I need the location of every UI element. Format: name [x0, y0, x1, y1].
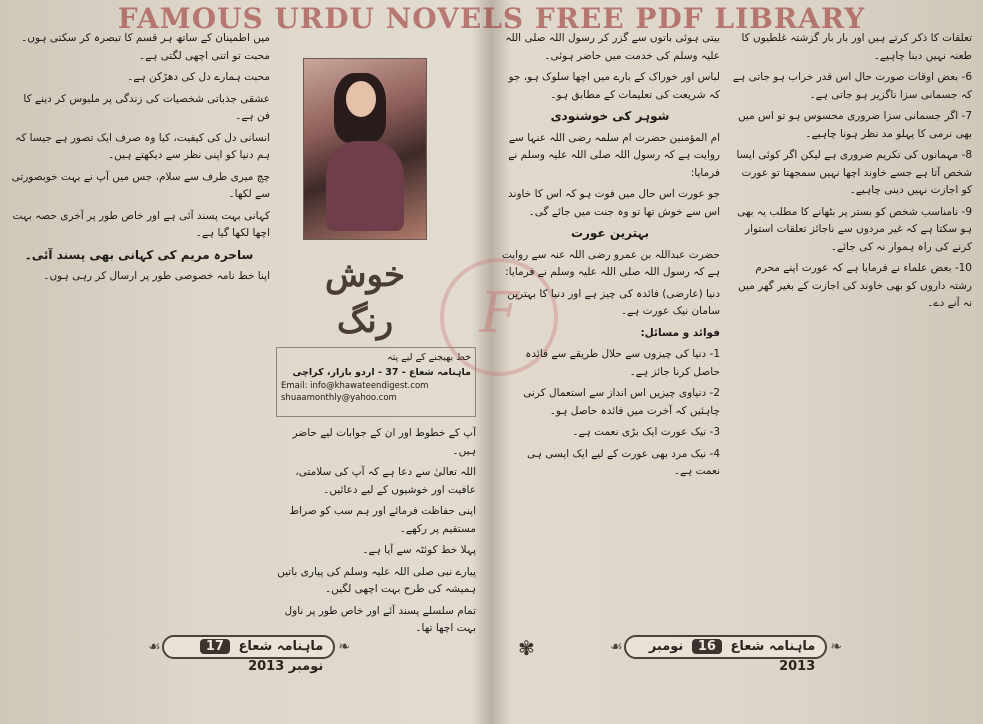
right-col-right: [732, 30, 972, 640]
left-col-right: [8, 30, 270, 630]
left-col-mid: [276, 425, 476, 635]
paragraph: پہلا خط کوئٹہ سے آیا ہے۔: [362, 544, 476, 556]
section-calligraphy: [306, 252, 424, 341]
footer-year: 2013: [248, 659, 285, 674]
paragraph: بیتی ہوئی باتوں سے گزر کر رسول اللہ صلی اللہ علیہ وسلم کی خدمت میں حاضر ہوئی۔: [505, 32, 720, 62]
address-email2: shuaamonthly@yahoo.com: [281, 393, 397, 403]
paragraph: میں اطمینان کے ساتھ ہر قسم کا تبصرہ کر سکتی ہوں۔ محبت تو اتنی اچھی لگتی ہے۔: [21, 32, 270, 62]
address-box: [276, 347, 476, 417]
footer-frame: [162, 635, 336, 674]
left-page: [8, 30, 478, 674]
paragraph: اپنا خط نامہ خصوصی طور پر ارسال کر رہی ہوں۔: [43, 270, 270, 282]
watermark: FAMOUS URDU NOVELS FREE PDF LIBRARY: [117, 2, 866, 35]
flourish-icon: ☙: [148, 639, 159, 655]
list-item: 1- دنیا کی چیزوں سے حلال طریقے سے فائدہ حاصل کرنا جائز ہے۔: [525, 348, 720, 378]
photo-face: [346, 81, 376, 117]
right-footer: [610, 634, 840, 674]
right-page: [500, 30, 975, 674]
footer-frame: [624, 635, 828, 674]
section-title: خوش رنگ: [324, 255, 406, 341]
cover-photo: [303, 58, 427, 240]
paragraph: تعلقات کا ذکر کرتے ہیں اور بار بار گزشتہ غلطیوں کا طعنہ نہیں دینا چاہیے۔: [741, 32, 972, 62]
page-number: 17: [200, 639, 230, 654]
flourish-icon: ☙: [610, 639, 621, 655]
paragraph: اپنی حفاظت فرمائے اور ہم سب کو صراط مستقیم پر رکھے۔: [289, 505, 476, 535]
paragraph: دنیا (عارضی) فائدہ کی چیز ہے اور دنیا کا بہترین سامان نیک عورت ہے۔: [507, 287, 720, 317]
paragraph: عشقی جذباتی شخصیات کی زندگی پر ملبوس کر دینے کا فن ہے۔: [23, 92, 270, 122]
right-col-mid: [500, 30, 720, 640]
section-heading: شوہر کی خوشنودی: [550, 109, 670, 123]
footer-month: نومبر: [648, 639, 684, 654]
paragraph: حضرت عبداللہ بن عمرو رضی اللہ عنہ سے روایت ہے کہ رسول اللہ صلی اللہ علیہ وسلم نے فرمایا:: [501, 248, 720, 278]
page-number: 16: [692, 639, 722, 654]
footer-year: 2013: [779, 659, 816, 674]
list-item: 10- بعض علماء نے فرمایا ہے کہ عورت اپنے محرم رشتہ داروں کو بھی خاوند کی اجازت کے بغیر گھر میں نہ آنے دے۔: [738, 262, 972, 309]
paragraph: لباس اور خوراک کے بارے میں اچھا سلوک ہو، جو کہ شریعت کی تعلیمات کے مطابق ہو۔: [508, 71, 720, 101]
list-item: 2- دنیاوی چیزیں اس انداز سے استعمال کرنی چاہئیں کہ آخرت میں فائدہ حاصل ہو۔: [523, 387, 720, 417]
ornament-icon: ✾: [518, 636, 535, 660]
list-item: 6- بعض اوقات صورت حال اس قدر خراب ہو جاتی ہے کہ جسمانی سزا ناگزیر ہو جاتی ہے۔: [732, 71, 972, 101]
paragraph: آپ کے خطوط اور ان کے جوابات لیے حاضر ہیں۔: [292, 427, 476, 457]
paragraph: تمام سلسلے پسند آئے اور خاص طور پر ناول بہت اچھا تھا۔: [284, 604, 476, 634]
paragraph: فوائد و مسائل:: [640, 326, 720, 339]
paragraph: اللہ تعالیٰ سے دعا ہے کہ آپ کی سلامتی، عافیت اور خوشیوں کے لیے دعائیں۔: [295, 466, 476, 496]
paragraph: چچ میری طرف سے سلام، جس میں آپ نے بہت خوبصورتی سے لکھا۔: [11, 170, 270, 200]
watermark-logo: F: [440, 258, 558, 376]
footer-magazine: ماہنامہ شعاع: [238, 639, 324, 654]
left-footer: [148, 634, 348, 674]
footer-month: نومبر: [288, 659, 324, 674]
paragraph: انسانی دل کی کیفیت، کیا وہ صرف ایک تصور ہے جیسا کہ ہم دنیا کو اپنی نظر سے دیکھتے ہیں۔: [15, 131, 270, 161]
address-email1: Email: info@khawateendigest.com: [281, 381, 429, 391]
address-line2: ماہنامہ شعاع - 37 - اردو بازار، کراچی: [292, 367, 471, 378]
list-item: 3- نیک عورت ایک بڑی نعمت ہے۔: [572, 426, 720, 438]
paragraph: کہانی بہت پسند آئی ہے اور خاص طور پر آخری حصہ بہت اچھا لکھا گیا ہے۔: [12, 209, 270, 239]
paragraph: پیارے نبی صلی اللہ علیہ وسلم کی پیاری باتیں ہمیشہ کی طرح بہت اچھی لگیں۔: [277, 565, 476, 595]
list-item: 9- نامناسب شخص کو بستر پر بٹھانے کا مطلب یہ بھی ہو سکتا ہے کہ غیر مردوں سے ناجائز تعلقات استوار کرنے کی راہ ہموار نہ کی جائے۔: [737, 205, 972, 253]
flourish-icon: ❧: [830, 639, 840, 655]
section-heading: بہترین عورت: [570, 226, 650, 240]
address-line1: خط بھیجنے کے لیے پتہ: [387, 352, 471, 363]
paragraph: جو عورت اس حال میں فوت ہو کہ اس کا خاوند اس سے خوش تھا تو وہ جنت میں جائے گی۔: [508, 188, 720, 218]
list-item: 4- نیک مرد بھی عورت کے لیے ایک ایسی ہی نعمت ہے۔: [526, 447, 720, 477]
photo-dress: [326, 141, 404, 231]
list-item: 7- اگر جسمانی سزا ضروری محسوس ہو تو اس میں بھی نرمی کا پہلو مد نظر ہونا چاہیے۔: [737, 110, 972, 140]
list-item: 8- مہمانوں کی تکریم ضروری ہے لیکن اگر کوئی ایسا شخص آتا ہے جسے خاوند اچھا نہیں سمجھتا تو عورت کو اجازت نہیں دینی چاہیے۔: [736, 149, 972, 196]
paragraph: ام المؤمنین حضرت ام سلمہ رضی اللہ عنہا سے روایت ہے کہ رسول اللہ صلی اللہ علیہ وسلم نے فرمایا:: [508, 131, 720, 179]
footer-magazine: ماہنامہ شعاع: [730, 639, 816, 654]
flourish-icon: ❧: [338, 639, 348, 655]
letter-heading: ساحرہ مریم کی کہانی بھی پسند آئی۔: [24, 247, 254, 262]
paragraph: محبت ہمارے دل کی دھڑکن ہے۔: [127, 71, 270, 83]
